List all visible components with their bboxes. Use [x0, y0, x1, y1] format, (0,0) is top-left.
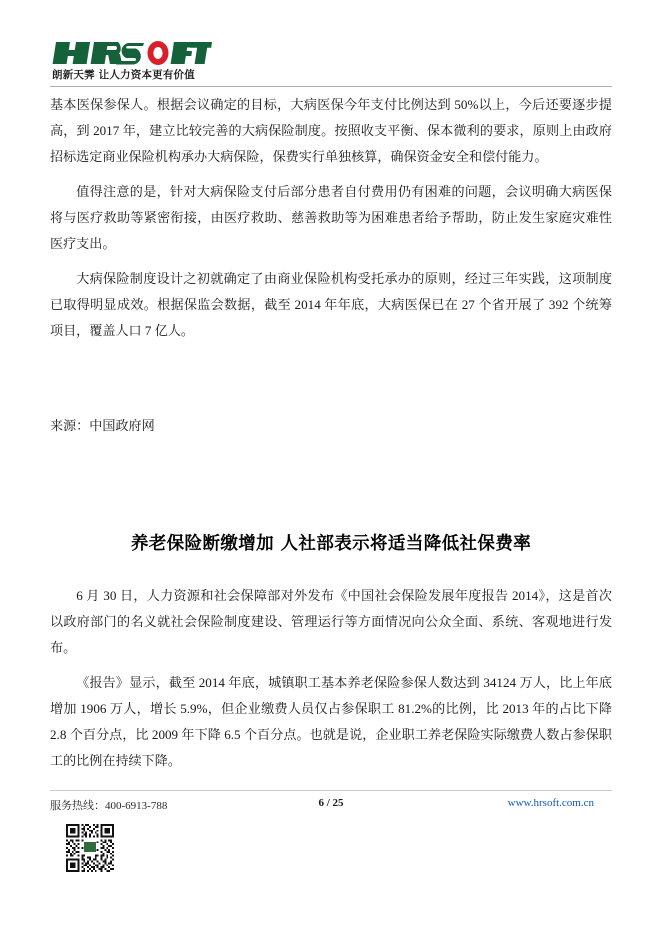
hrsoft-logo [52, 40, 252, 84]
footer-divider [50, 790, 612, 791]
page-header [0, 0, 662, 88]
article-title: 养老保险断缴增加 人社部表示将适当降低社保费率 [130, 534, 532, 554]
article-paragraph: 《报告》显示，截至 2014 年底，城镇职工基本养老保险参保人数达到 34124 万人，比上年底增加 1906 万人，增长 5.9%，但企业缴费人员仅占参保职工 81.2%的比例，比 2013 年的占比下降 2.8 个百分点，比 2009 年下降 6.5 个百分点。也就是说，企业职工养老保险实际缴费人数占参保职工的比例在持续下降。 [50, 675, 612, 768]
paragraph-continued: 基本医保参保人。根据会议确定的目标，大病医保今年支付比例达到 50%以上，今后还要逐步提高，到 2017 年，建立比较完善的大病保险制度。按照收支平衡、保本微利的要求，原则上由政府招标选定商业保险机构承办大病保险，保费实行单独核算，确保资金安全和偿付能力。 [50, 97, 612, 164]
footer-website-link[interactable]: www.hrsoft.com.cn [507, 797, 594, 809]
article-paragraph: 6 月 30 日，人力资源和社会保障部对外发布《中国社会保险发展年度报告 2014》，这是首次以政府部门的名义就社会保险制度建设、管理运行等方面情况向公众全面、系统、客观地进行发布。 [50, 588, 612, 655]
content-spacer [50, 353, 612, 413]
document-content [50, 92, 612, 783]
hrsoft-wordmark-icon [52, 40, 212, 66]
page-footer [50, 797, 612, 817]
footer-hotline: 服务热线：400-6913-788 [50, 800, 168, 812]
page-number: 6 / 25 [318, 797, 344, 809]
paragraph: 大病保险制度设计之初就确定了由商业保险机构受托承办的原则，经过三年实践，这项制度已取得明显成效。根据保监会数据，截至 2014 年年底，大病医保已在 27 个省开展了 392 个统筹项目，覆盖人口 7 亿人。 [50, 271, 612, 338]
content-spacer [50, 439, 612, 531]
logo-tagline: 朗新天霁 让人力资本更有价值 [52, 69, 195, 81]
header-divider [50, 86, 612, 87]
paragraph: 值得注意的是，针对大病保险支付后部分患者自付费用仍有困难的问题，会议明确大病医保将与医疗救助等紧密衔接，由医疗救助、慈善救助等为困难患者给予帮助，防止发生家庭灾难性医疗支出。 [50, 184, 612, 251]
qr-code-icon [66, 824, 114, 872]
source-line: 来源：中国政府网 [50, 418, 155, 433]
